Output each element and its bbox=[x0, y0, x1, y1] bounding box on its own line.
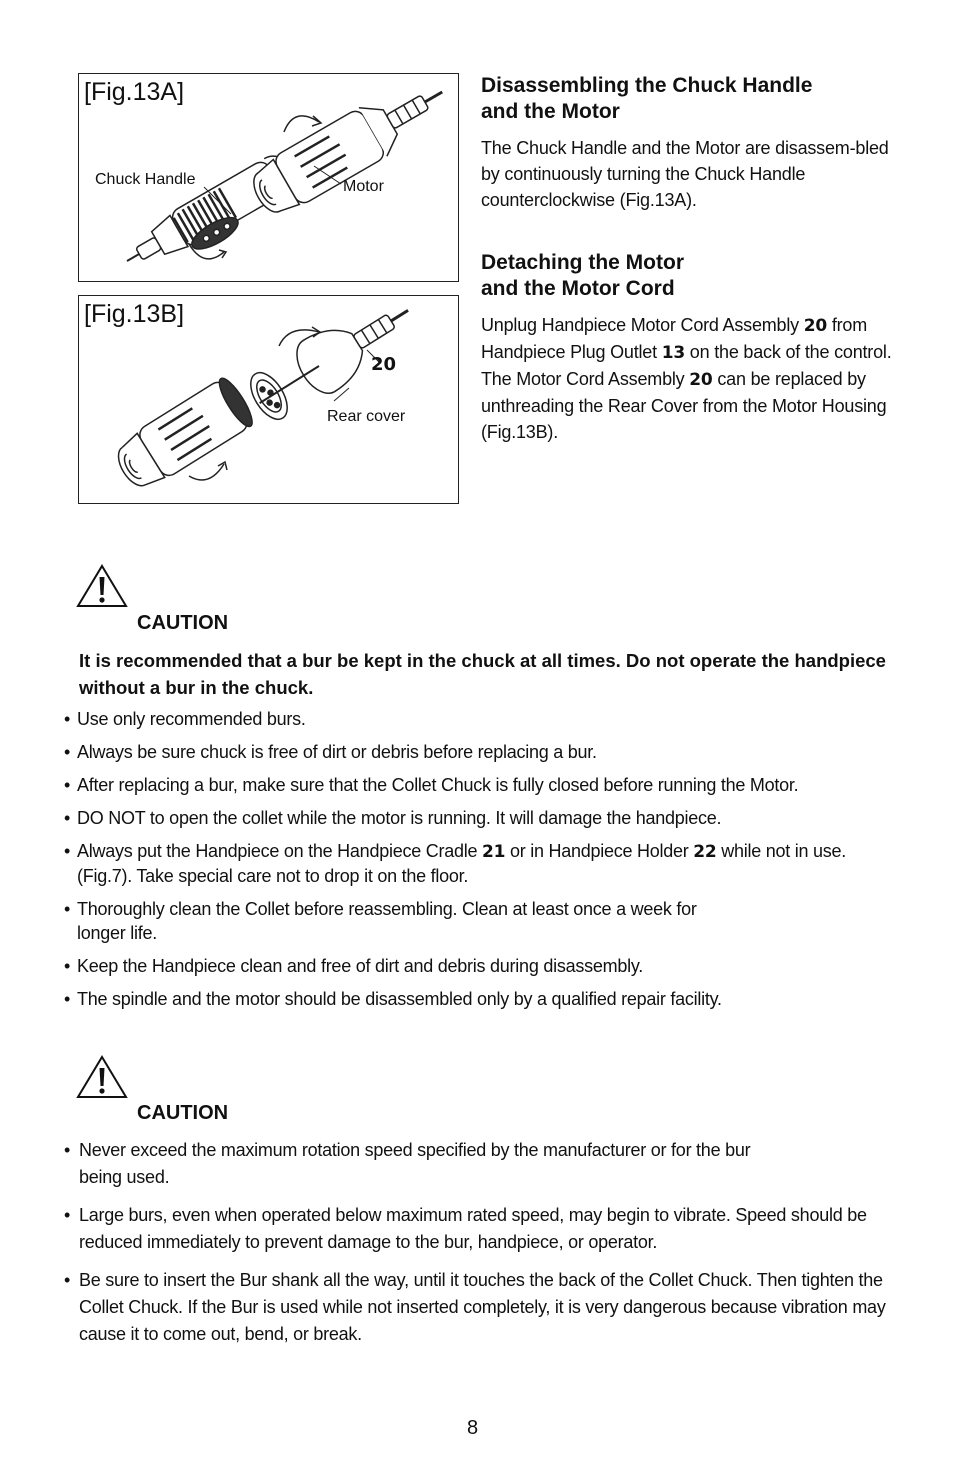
caution-lead-text: It is recommended that a bur be kept in the chuck at all times. Do not operate the handpiece without a bur in the chuck. bbox=[79, 650, 886, 698]
bullet-text: while not in use. (Fig.7). Take special care not to drop it on the floor. bbox=[77, 841, 847, 886]
caution-2-bullet-list bbox=[64, 1137, 894, 1359]
motor-label: Motor bbox=[343, 178, 384, 195]
list-item: • Be sure to insert the Bur shank all the way, until it touches the back of the Collet Chuck. Then tighten the Collet Chuck. If the Bur is used while not inserted completely, it is very dangerous because vibration may cause it to come out, bend, or break. bbox=[64, 1267, 894, 1348]
list-item bbox=[64, 1137, 894, 1191]
section-detaching-heading bbox=[481, 250, 901, 302]
chuck-handle-label: Chuck Handle bbox=[95, 171, 196, 188]
list-item bbox=[64, 897, 894, 945]
list-item: • DO NOT to open the collet while the motor is running. It will damage the handpiece. bbox=[64, 806, 894, 830]
heading-line-2: and the Motor Cord bbox=[481, 277, 675, 300]
bullet-text: Never exceed the maximum rotation speed specified by the manufacturer or for the bur bbox=[79, 1140, 751, 1160]
bullet-text: Thoroughly clean the Collet before reassembling. Clean at least once a week for bbox=[77, 899, 697, 919]
warning-triangle-icon bbox=[76, 1054, 128, 1100]
part-number: 22 bbox=[693, 842, 717, 862]
caution-label: CAUTION bbox=[137, 1102, 229, 1124]
heading-line-1: Disassembling the Chuck Handle bbox=[481, 74, 813, 97]
caution-1-bullet-list bbox=[64, 707, 894, 1020]
rear-cover-label: Rear cover bbox=[327, 408, 406, 425]
warning-triangle-icon bbox=[76, 563, 128, 609]
figure-13b-title: [Fig.13B] bbox=[84, 300, 185, 328]
body-text: on the back of the control. The Motor Cord Assembly bbox=[481, 342, 892, 389]
bullet-text: or in Handpiece Holder bbox=[505, 841, 694, 861]
figure-13a bbox=[78, 73, 459, 282]
section-disassembling-body: The Chuck Handle and the Motor are disassem-bled by continuously turning the Chuck Handle counterclockwise (Fig.13A). bbox=[481, 138, 889, 210]
motor-rear-cover-illustration bbox=[79, 296, 458, 503]
list-item: • Large burs, even when operated below maximum rated speed, may begin to vibrate. Speed should be reduced immediately to prevent damage to the bur, handpiece, or operator. bbox=[64, 1202, 894, 1256]
part-number-20-label: 20 bbox=[371, 354, 397, 375]
body-text: from Handpiece Plug Outlet bbox=[481, 315, 868, 362]
heading-line-1: Detaching the Motor bbox=[481, 251, 684, 274]
heading-line-2: and the Motor bbox=[481, 100, 620, 123]
list-item bbox=[64, 839, 894, 888]
section-detaching-body bbox=[481, 312, 901, 445]
caution-label: CAUTION bbox=[137, 612, 229, 634]
figure-13b bbox=[78, 295, 459, 504]
part-number: 20 bbox=[689, 370, 713, 390]
bullet-text: being used. bbox=[79, 1167, 170, 1187]
list-item: • The spindle and the motor should be disassembled only by a qualified repair facility. bbox=[64, 987, 894, 1011]
list-item: • Always be sure chuck is free of dirt or debris before replacing a bur. bbox=[64, 740, 894, 764]
list-item: • Keep the Handpiece clean and free of dirt and debris during disassembly. bbox=[64, 954, 894, 978]
list-item: • Use only recommended burs. bbox=[64, 707, 894, 731]
page-number: 8 bbox=[467, 1417, 479, 1439]
body-text: Unplug Handpiece Motor Cord Assembly bbox=[481, 315, 804, 335]
part-number: 13 bbox=[661, 343, 685, 363]
figure-13a-title: [Fig.13A] bbox=[84, 78, 185, 106]
bullet-text: longer life. bbox=[77, 923, 158, 943]
part-number: 20 bbox=[803, 316, 828, 336]
section-disassembling-heading bbox=[481, 73, 901, 125]
section-disassembling bbox=[481, 73, 901, 213]
bullet-text: Always put the Handpiece on the Handpiece Cradle bbox=[77, 841, 483, 861]
part-number: 21 bbox=[482, 842, 506, 862]
body-text: can be replaced by unthreading the Rear Cover from the Motor Housing (Fig.13B). bbox=[481, 369, 887, 442]
list-item: • After replacing a bur, make sure that the Collet Chuck is fully closed before running the Motor. bbox=[64, 773, 894, 797]
section-detaching bbox=[481, 250, 901, 445]
